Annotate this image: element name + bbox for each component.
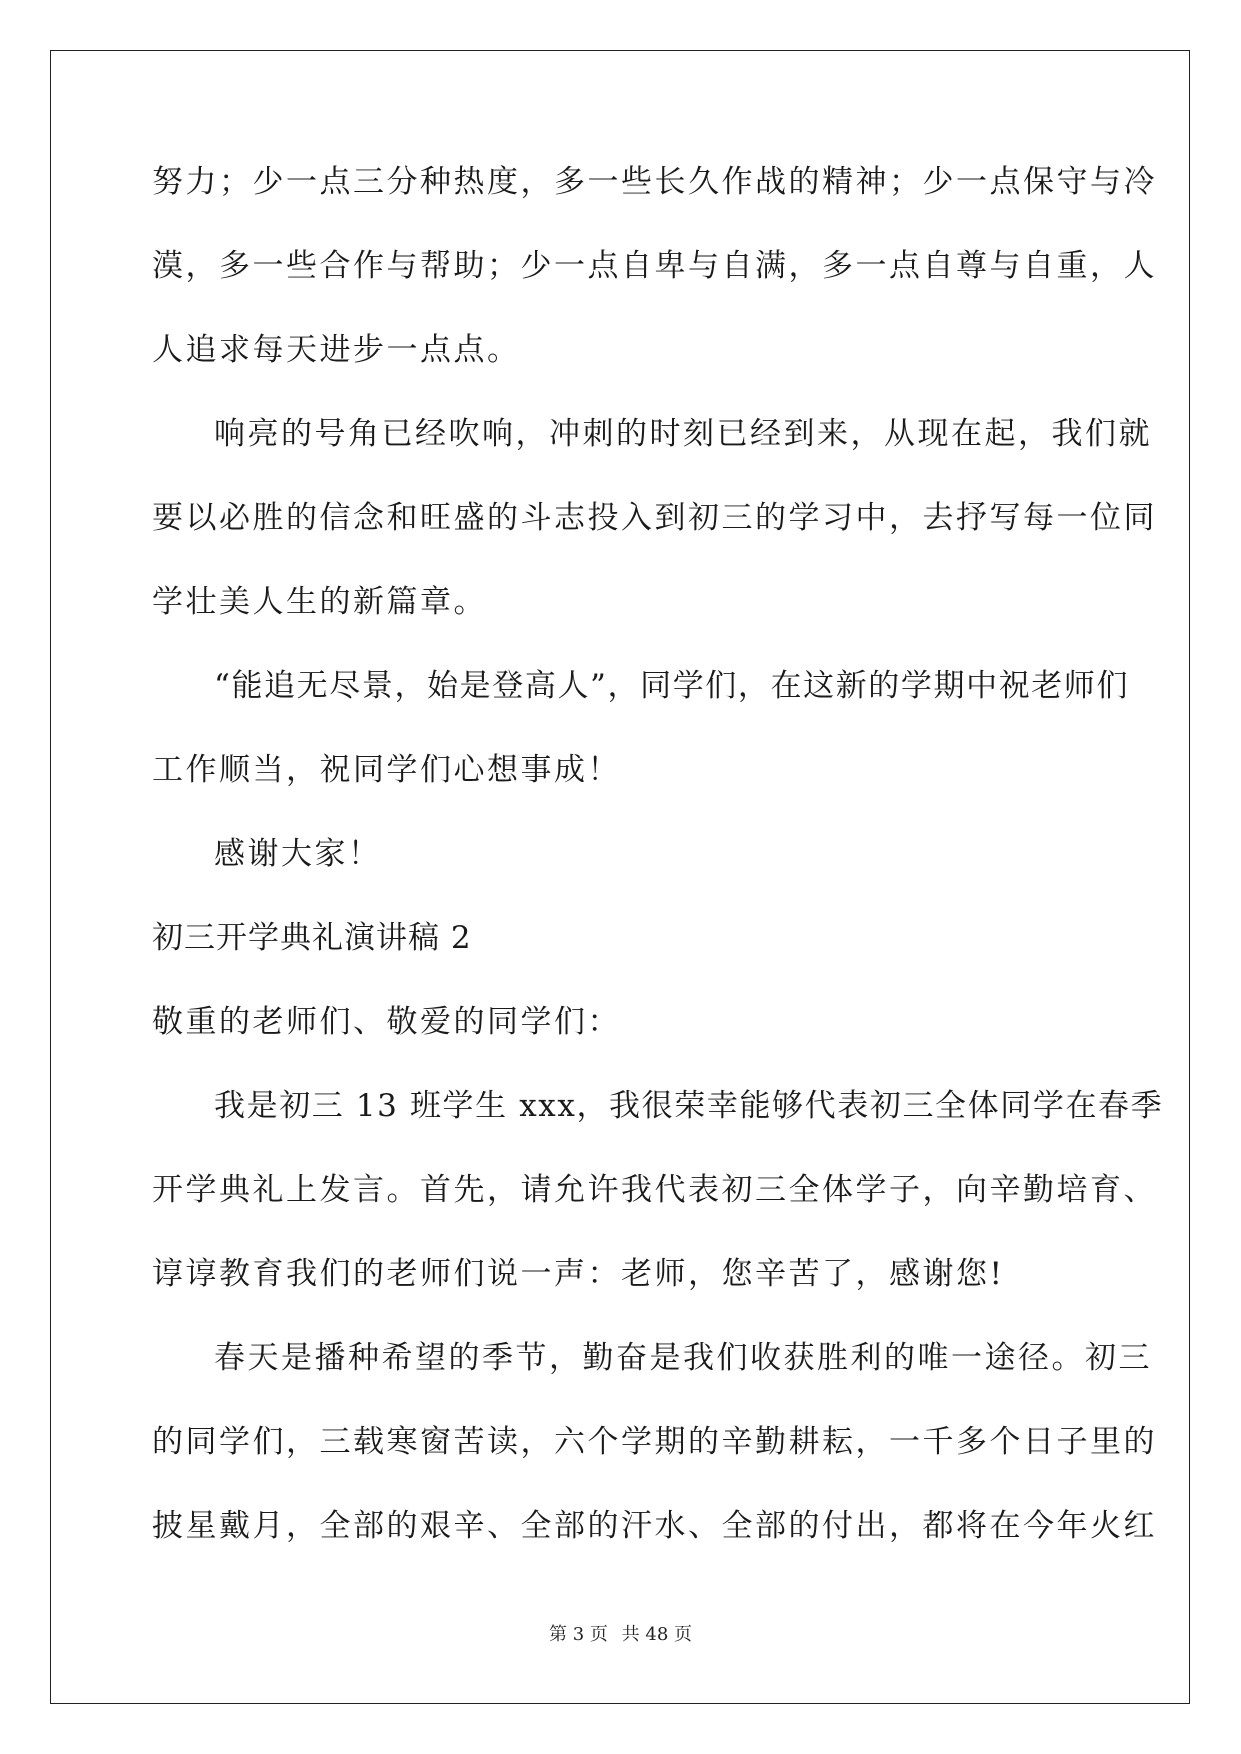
text-line: 工作顺当，祝同学们心想事成！ [152,752,621,788]
page-number: 第 3 页 [549,1624,608,1645]
text-line: 要以必胜的信念和旺盛的斗志投入到初三的学习中，去抒写每一位同 [152,500,1157,536]
text-line: 感谢大家！ [214,836,382,872]
text-line: 春天是播种希望的季节，勤奋是我们收获胜利的唯一途径。初三 [214,1340,1152,1376]
section-heading: 初三开学典礼演讲稿 2 [152,920,472,956]
text-line: 漠，多一些合作与帮助；少一点自卑与自满，多一点自尊与自重，人 [152,248,1157,284]
text-line: 学壮美人生的新篇章。 [152,584,487,620]
text-line: 披星戴月，全部的艰辛、全部的汗水、全部的付出，都将在今年火红 [152,1508,1157,1544]
text-line: 响亮的号角已经吹响，冲刺的时刻已经到来，从现在起，我们就 [214,416,1152,452]
salutation: 敬重的老师们、敬爱的同学们： [152,1004,621,1040]
text-line: 人追求每天进步一点点。 [152,332,521,368]
text-line: 谆谆教育我们的老师们说一声：老师，您辛苦了，感谢您! [152,1256,1005,1292]
text-line: 开学典礼上发言。首先，请允许我代表初三全体学子，向辛勤培育、 [152,1172,1157,1208]
document-body [152,160,1164,1588]
page-total: 共 48 页 [621,1624,692,1645]
text-line: 努力；少一点三分种热度，多一些长久作战的精神；少一点保守与冷 [152,164,1157,200]
text-line: 的同学们，三载寒窗苦读，六个学期的辛勤耕耘，一千多个日子里的 [152,1424,1157,1460]
page-footer [0,1620,1241,1646]
text-line: 我是初三 13 班学生 xxx，我很荣幸能够代表初三全体同学在春季 [214,1088,1164,1124]
text-line: “能追无尽景，始是登高人”，同学们，在这新的学期中祝老师们 [214,668,1130,704]
